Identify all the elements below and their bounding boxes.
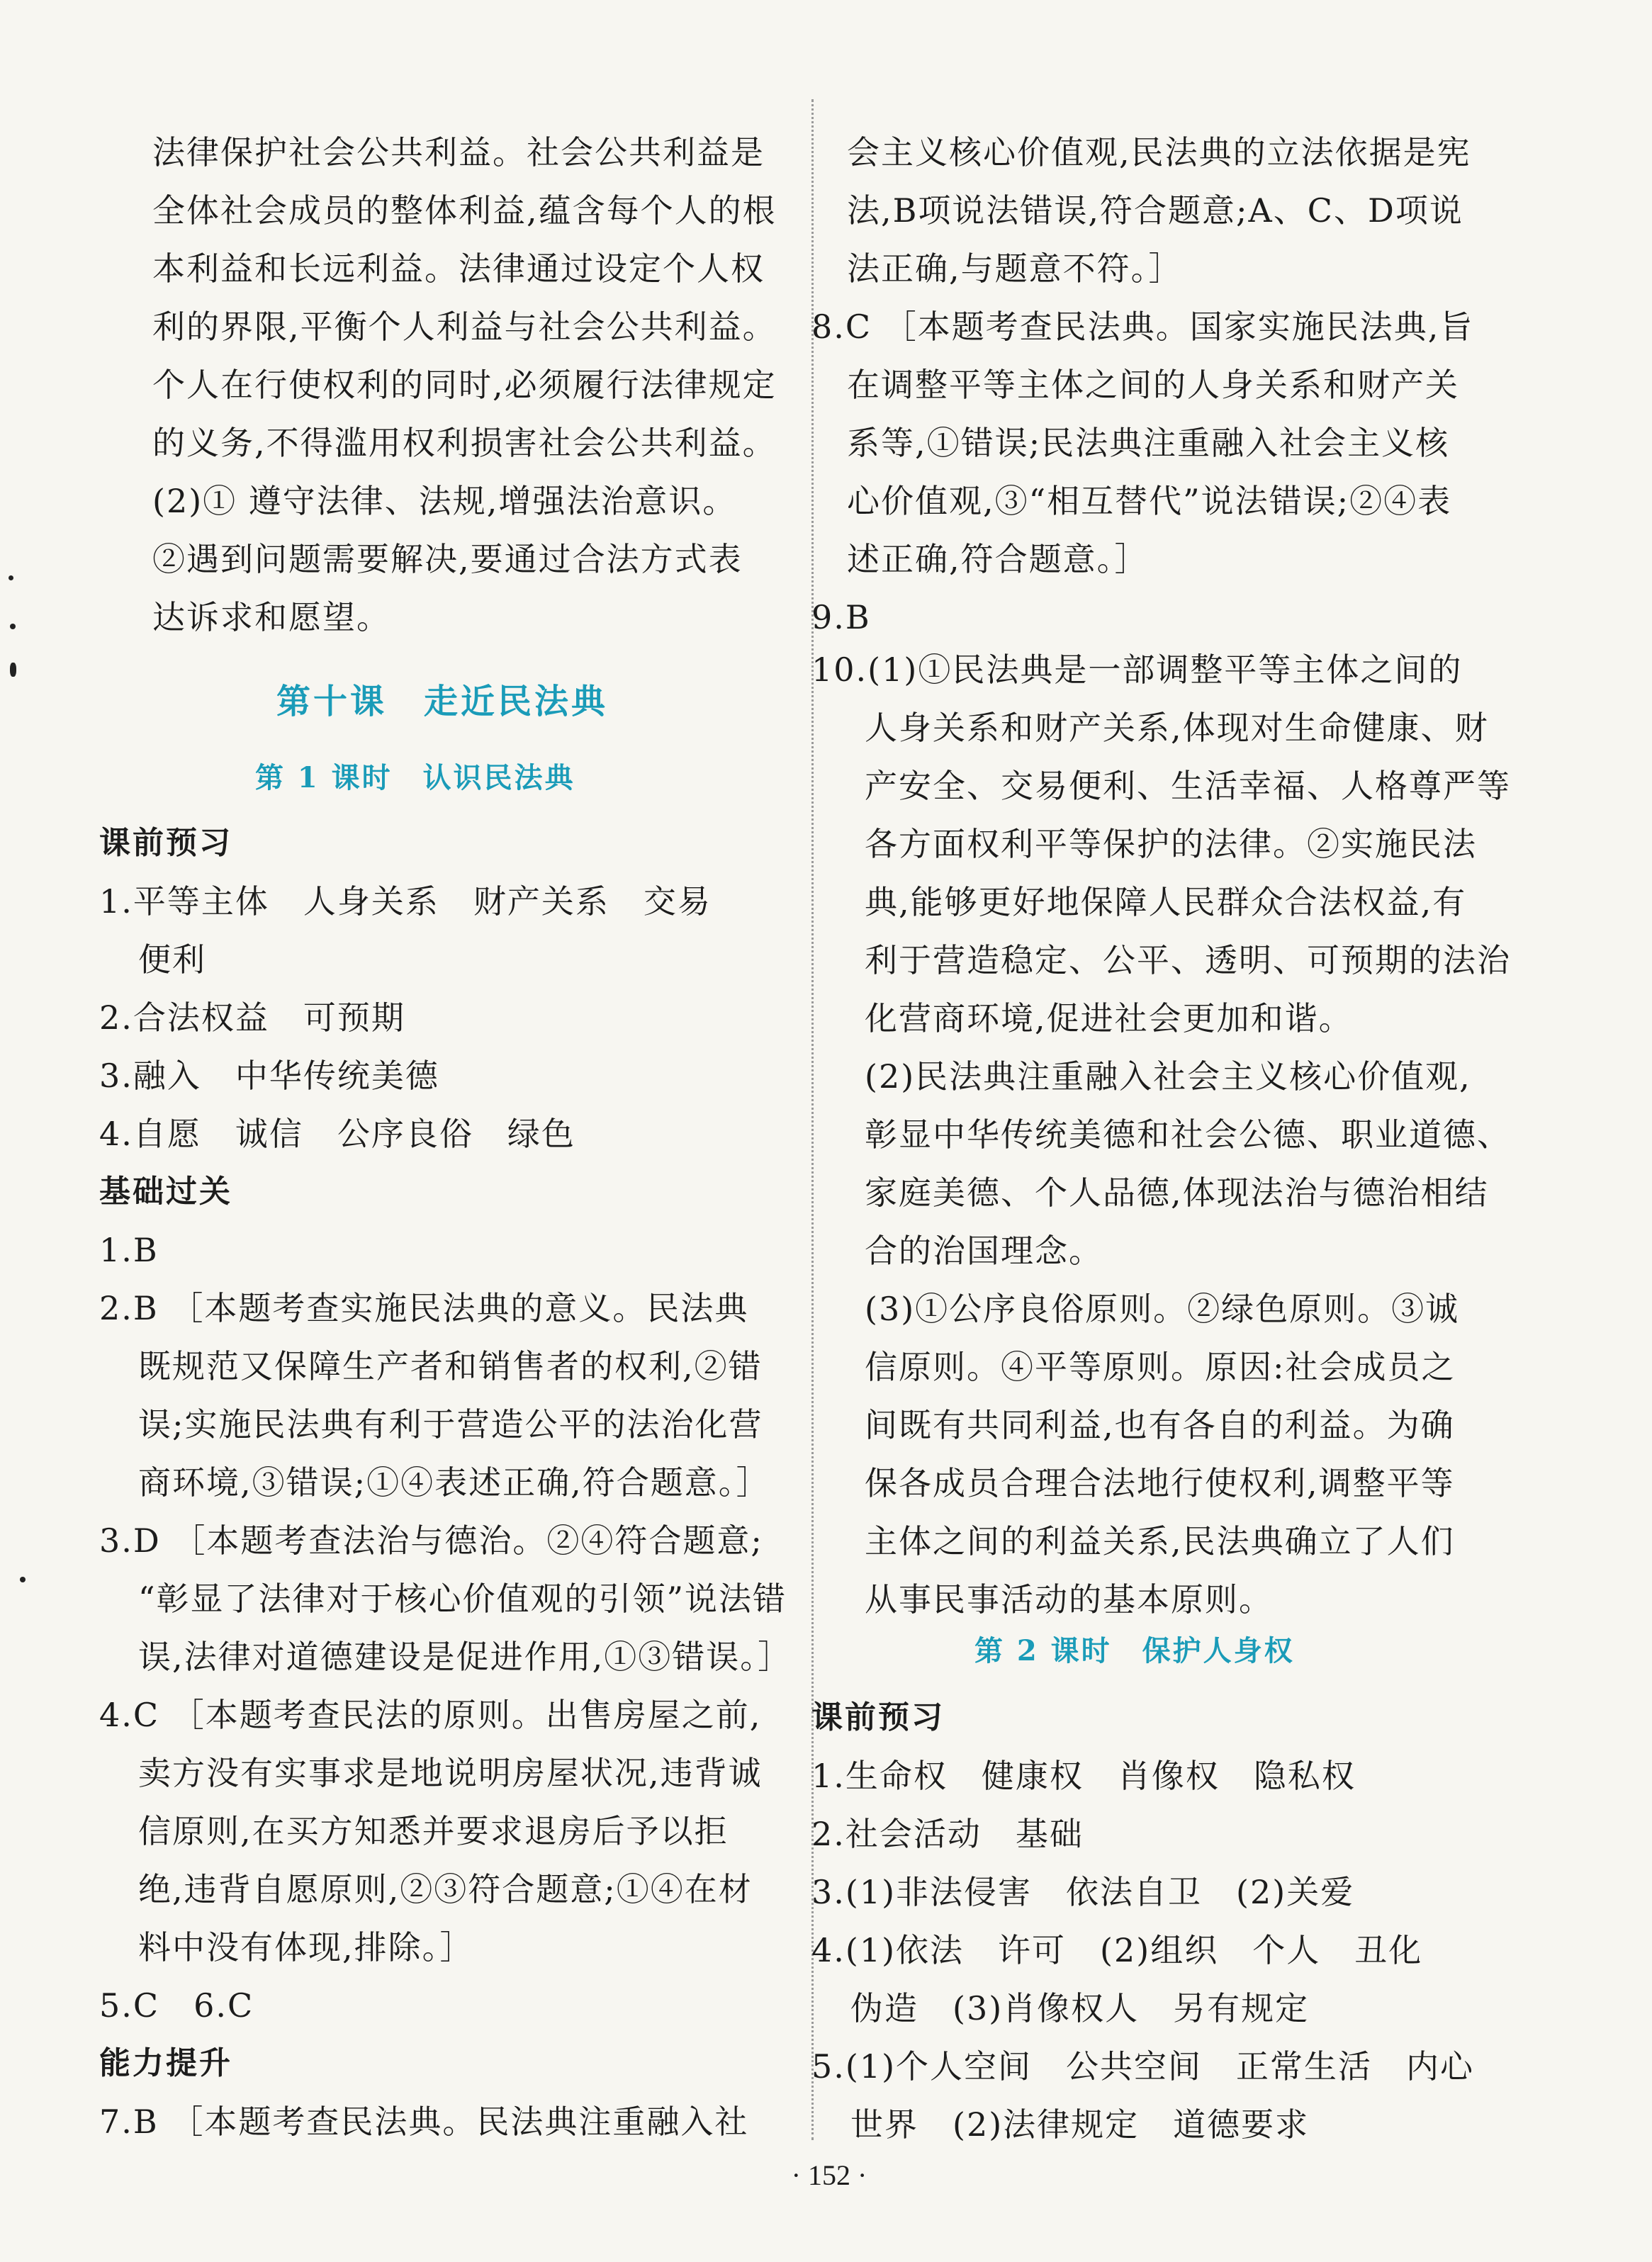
- answer-line: 5.C 6.C: [99, 1986, 254, 2025]
- answer-line: 误;实施民法典有利于营造公平的法治化营: [138, 1405, 763, 1444]
- period-title: 第 1 课时 认识民法典: [255, 761, 575, 794]
- answer-line: 主体之间的利益关系,民法典确立了人们: [865, 1522, 1455, 1560]
- text-line: 本利益和长远利益。法律通过设定个人权: [152, 249, 765, 288]
- section-heading: 课前预习: [99, 825, 232, 861]
- answer-line: 1.B: [99, 1231, 159, 1269]
- page-number: · 152 ·: [791, 2159, 867, 2191]
- answer-line: 2.社会活动 基础: [811, 1815, 1084, 1853]
- section-heading: 能力提升: [99, 2045, 232, 2081]
- answer-line: 利于营造稳定、公平、透明、可预期的法治: [865, 941, 1511, 979]
- text-line: 达诉求和愿望。: [152, 598, 390, 636]
- answer-line: 家庭美德、个人品德,体现法治与德治相结: [865, 1174, 1489, 1212]
- answer-line: 8.C ［本题考查民法典。国家实施民法典,旨: [811, 308, 1474, 346]
- answer-line: 保各成员合理合法地行使权利,调整平等: [865, 1464, 1455, 1502]
- answer-line: 3.(1)非法侵害 依法自卫 (2)关爱: [811, 1873, 1355, 1911]
- answer-line: 2.B ［本题考查实施民法典的意义。民法典: [99, 1289, 749, 1327]
- answer-line: 法正确,与题意不符。］: [847, 249, 1183, 288]
- answer-line: 卖方没有实事求是地说明房屋状况,违背诚: [138, 1754, 763, 1792]
- answer-line: 1.生命权 健康权 肖像权 隐私权: [811, 1757, 1356, 1795]
- answer-line: 合的治国理念。: [865, 1232, 1103, 1270]
- scan-speck: [10, 663, 16, 677]
- answer-line: 3.D ［本题考查法治与德治。②④符合题意;: [99, 1521, 763, 1560]
- answer-line: 商环境,③错误;①④表述正确,符合题意。］: [138, 1463, 770, 1502]
- answer-line: 法,B项说法错误,符合题意;A、C、D项说: [847, 191, 1463, 230]
- answer-line: 9.B: [811, 598, 871, 636]
- answer-line: 典,能够更好地保障人民群众合法权益,有: [865, 883, 1467, 921]
- answer-line: “彰显了法律对于核心价值观的引领”说法错: [138, 1580, 787, 1618]
- answer-line: 从事民事活动的基本原则。: [865, 1580, 1273, 1619]
- text-line: 个人在行使权利的同时,必须履行法律规定: [152, 366, 777, 404]
- answer-line: 料中没有体现,排除。］: [138, 1928, 474, 1966]
- answer-line: 信原则,在买方知悉并要求退房后予以拒: [138, 1812, 729, 1850]
- answer-line: 信原则。④平等原则。原因:社会成员之: [865, 1348, 1456, 1386]
- answer-line: 在调整平等主体之间的人身关系和财产关: [847, 366, 1459, 404]
- answer-line: 2.合法权益 可预期: [99, 998, 405, 1037]
- answer-line: 绝,违背自愿原则,②③符合题意;①④在材: [138, 1870, 753, 1908]
- section-heading: 课前预习: [811, 1699, 945, 1735]
- answer-line: 4.(1)依法 许可 (2)组织 个人 丑化: [811, 1931, 1423, 1969]
- answer-line: 误,法律对道德建设是促进作用,①③错误。］: [138, 1638, 792, 1676]
- answer-line: 系等,①错误;民法典注重融入社会主义核: [847, 424, 1450, 462]
- answer-line: 4.C ［本题考查民法的原则。出售房屋之前,: [99, 1696, 762, 1734]
- answer-line: 各方面权利平等保护的法律。②实施民法: [865, 825, 1477, 863]
- answer-line: 会主义核心价值观,民法典的立法依据是宪: [847, 133, 1471, 171]
- scan-speck: [20, 1577, 26, 1582]
- answer-line: 人身关系和财产关系,体现对生命健康、财: [865, 709, 1489, 747]
- answer-line: 间既有共同利益,也有各自的利益。为确: [865, 1406, 1455, 1444]
- answer-line: 彰显中华传统美德和社会公德、职业道德、: [865, 1115, 1511, 1154]
- answer-line: 4.自愿 诚信 公序良俗 绿色: [99, 1115, 575, 1153]
- answer-line: 产安全、交易便利、生活幸福、人格尊严等: [865, 767, 1511, 805]
- text-line: 全体社会成员的整体利益,蕴含每个人的根: [152, 191, 777, 230]
- text-line: ②遇到问题需要解决,要通过合法方式表: [152, 540, 743, 578]
- answer-line: 化营商环境,促进社会更加和谐。: [865, 999, 1353, 1037]
- answer-line: 1.平等主体 人身关系 财产关系 交易: [99, 882, 712, 921]
- answer-line: 既规范又保障生产者和销售者的权利,②错: [138, 1347, 763, 1385]
- answer-line: 5.(1)个人空间 公共空间 正常生活 内心: [811, 2047, 1475, 2086]
- answer-line: 述正确,符合题意。］: [847, 540, 1149, 578]
- answer-line: 心价值观,③“相互替代”说法错误;②④表: [847, 482, 1452, 520]
- answer-line: (2)民法典注重融入社会主义核心价值观,: [865, 1057, 1471, 1096]
- lesson-title: 第十课 走近民法典: [276, 682, 609, 721]
- answer-line: 便利: [138, 940, 206, 979]
- text-line: (2)① 遵守法律、法规,增强法治意识。: [152, 482, 737, 520]
- answer-line: 3.融入 中华传统美德: [99, 1057, 439, 1095]
- answer-line: 伪造 (3)肖像权人 另有规定: [850, 1989, 1310, 2027]
- text-line: 法律保护社会公共利益。社会公共利益是: [152, 133, 765, 171]
- period-title: 第 2 课时 保护人身权: [974, 1634, 1295, 1667]
- answer-line: 7.B ［本题考查民法典。民法典注重融入社: [99, 2103, 749, 2141]
- answer-line: (3)①公序良俗原则。②绿色原则。③诚: [865, 1290, 1460, 1328]
- text-line: 的义务,不得滥用权利损害社会公共利益。: [152, 424, 777, 462]
- answer-line: 10.(1)①民法典是一部调整平等主体之间的: [811, 651, 1463, 689]
- answer-line: 世界 (2)法律规定 道德要求: [850, 2105, 1310, 2144]
- section-heading: 基础过关: [99, 1174, 232, 1210]
- scan-speck: [10, 624, 16, 629]
- scan-speck: [9, 575, 13, 580]
- text-line: 利的界限,平衡个人利益与社会公共利益。: [152, 308, 777, 346]
